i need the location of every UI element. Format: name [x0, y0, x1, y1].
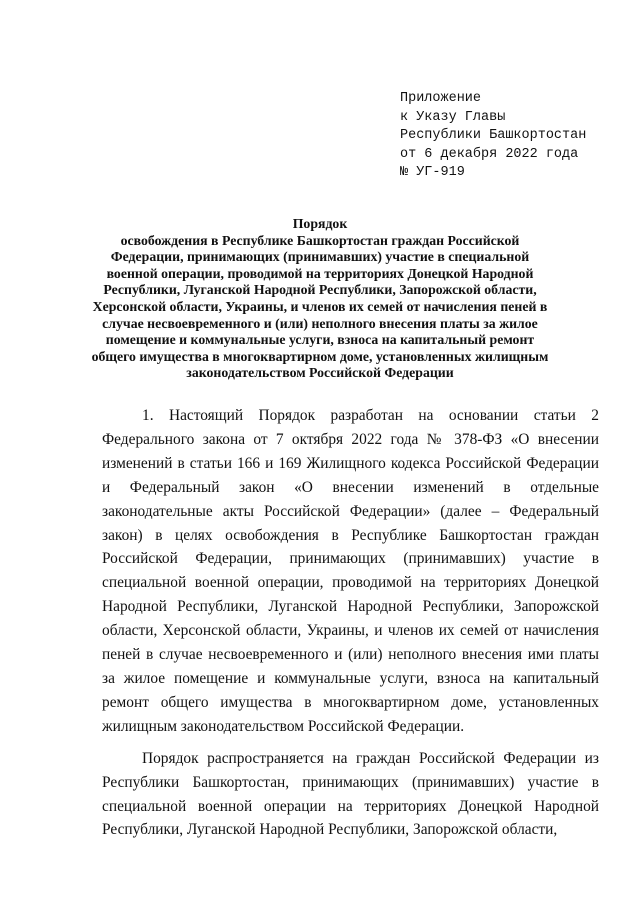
document-title	[90, 216, 550, 382]
appendix-number: № УГ-919	[400, 165, 465, 180]
title-heading: Порядок	[292, 216, 348, 231]
document-body	[102, 404, 599, 850]
appendix-date: от 6 декабря 2022 года	[400, 146, 579, 162]
paragraph-1: 1. Настоящий Порядок разработан на основании статьи 2 Федерального закона от 7 октября 2022 года № 378-ФЗ «О внесении изменений в статьи 166 и 169 Жилищного кодекса Российской Федерации и Федеральный закон «О внесении изменений в отдельные законодательные акты Российской Федерации» (далее – Федеральный закон) в целях освобождения в Республике Башкортостан граждан Российской Федерации, принимающих (принимавших) участие в специальной военной операции, проводимой на территориях Донецкой Народной Республики, Луганской Народной Республики, Запорожской области, Херсонской области, Украины, и членов их семей от начисления пеней в случае несвоевременного и (или) неполного внесения ими платы за жилое помещение и коммунальные услуги, взноса на капитальный ремонт общего имущества в многоквартирном доме, установленных жилищным законодательством Российской Федерации.	[102, 407, 599, 735]
paragraph-2: Порядок распространяется на граждан Российской Федерации из Республики Башкортостан, принимающих (принимавших) участие в специальной военной операции на территориях Донецкой Народной Республики, Луганской Народной Республики, Запорожской области,	[102, 749, 599, 839]
appendix-line-3: Республики Башкортостан	[400, 128, 587, 143]
title-subtitle: освобождения в Республике Башкортостан граждан Российской Федерации, принимающих (принимавших) участие в специальной военной операции, проводимой на территориях Донецкой Народной Республики, Луганской Народной Республики, Запорожской области, Херсонской области, Украины, и членов их семей от начисления пеней в случае несвоевременного и (или) неполного внесения платы за жилое помещение и коммунальные услуги, взноса на капитальный ремонт общего имущества в многоквартирном доме, установленных жилищным законодательством Российской Федерации	[91, 232, 549, 381]
appendix-line-1: Приложение	[400, 91, 482, 106]
appendix-block	[400, 90, 630, 183]
appendix-line-2: к Указу Главы	[400, 109, 506, 125]
